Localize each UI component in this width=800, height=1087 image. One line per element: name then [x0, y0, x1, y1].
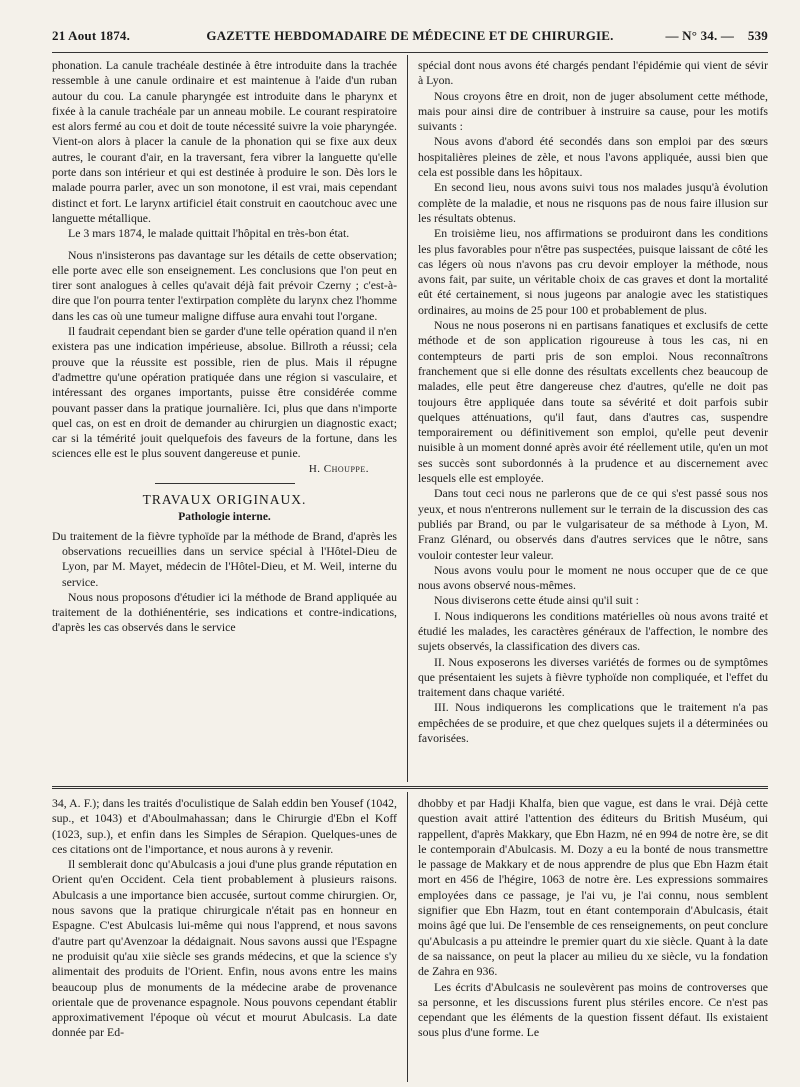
list-item: II. Nous exposerons les diverses variétés de formes ou de symptômes que présentaient les sujets à fièvre typhoïde non compliquée, et l'effet du traitement dans chaque variété. — [418, 654, 768, 700]
list-item: III. Nous indiquerons les complications que le traitement n'a pas empêchées de se produire, et que chez quelques sujets il a déterminées ou favorisées. — [418, 700, 768, 746]
paragraph: En troisième lieu, nos affirmations se produiront dans les conditions les plus favorables pour n'être pas suspectées, puisque laissant de côté les cas légers où nous n'avons pas cru devoir employer la méthode, nous avons fait, par suite, un véritable choix de cas graves et dont la mortalité eût été certainement, si nous jugeons par analogie avec les statistiques ordinaires, au moins de 25 pour 100 et probablement de plus. — [418, 226, 768, 317]
paragraph: Nous n'insisterons pas davantage sur les détails de cette observation; elle porte avec elle son enseignement. Les conclusions que l'on peut en tirer sont analogues à celles qu'avait déjà fait prévoir Czerny ; c'est-à-dire que l'on pourra tenter l'extirpation complète du larynx chez l'homme dans les cas où une tumeur maligne diffuse aura envahi tout l'organe. — [52, 247, 397, 323]
section-title: TRAVAUX ORIGINAUX. — [142, 492, 307, 508]
paragraph: spécial dont nous avons été chargés pendant l'épidémie qui vient de sévir à Lyon. — [418, 58, 768, 88]
header-number: — N° 34. — 539 — [665, 28, 768, 43]
section-rule — [155, 483, 295, 484]
top-right-column — [418, 58, 768, 746]
bottom-right-column — [418, 796, 768, 1041]
paragraph: Nous ne nous poserons ni en partisans fanatiques et exclusifs de cette méthode et de son application rigoureuse à tous les cas, ni en contempteurs de parti pris de son emploi. Nous reconnaîtrons franchement que si elle donne des résultats excellents chez beaucoup de malades, elle peut être dangereuse chez d'autres, qu'elle ne doit pas toujours être appliquée dans toute sa sévérité et doit parfois subir quelques atténuations, qu'il faut, dans d'autres cas, suspendre temporairement ou définitivement son emploi, qu'elle peut devenir nuisible à un moment donné après avoir été réellement utile, qu'en un mot ses succès sont subordonnés à la prudence et au discernement avec lesquels elle est employée. — [418, 318, 768, 486]
header-date: 21 Aout 1874. — [52, 28, 131, 43]
paragraph: phonation. La canule trachéale destinée à être introduite dans la trachée ressemble à une canule ordinaire et est maintenue à l'aide d'un ruban autour du cou. La canule pharyngée est introduite dans le pharynx et fixée à la canule trachéale par un anneau mobile. Le courant respiratoire est alors fermé au cou et doit de toute nécessité suivre la voie pharyngée. Vient-on alors à placer la canule de la phonation qui se fixe aux deux autres, le courant d'air, en la traversant, fera vibrer la languette qu'elle porte dans son intérieur et qui est destinée à produire le son. Dès lors le malade pourra parler, avec un son monotone, il est vrai, mais cependant distinct et fort. Le larynx artificiel était construit en caoutchouc avec une languette métallique. — [52, 58, 397, 225]
paragraph: Dans tout ceci nous ne parlerons que de ce qui s'est passé sous nos yeux, et nous n'entrerons nullement sur le terrain de la discussion des cas publiés par Brand, ou par le vulgarisateur de sa méthode à Lyon, M. Franz Glénard, ou observés dans d'autres services que le nôtre, sans vouloir contester leur valeur. — [418, 486, 768, 562]
running-header — [52, 28, 768, 48]
top-left-column — [52, 58, 397, 636]
bottom-left-column — [52, 796, 397, 1041]
signature: H. Chouppe. — [308, 462, 369, 475]
paragraph: Les écrits d'Abulcasis ne soulevèrent pas moins de controverses que sa personne, et les discussions furent plus stériles encore. Ce n'est pas cependant que les éléments de la question fissent défaut. Ils existaient sous plus d'une forme. Le — [418, 979, 768, 1040]
page-number: 539 — [747, 28, 768, 43]
paragraph: Nous nous proposons d'étudier ici la méthode de Brand appliquée au traitement de la dothiénentérie, ses indications et contre-indications, d'après les cas observés dans le service — [52, 589, 397, 635]
feuilleton-rule — [52, 786, 768, 789]
article-title: Du traitement de la fièvre typhoïde par la méthode de Brand, d'après les observations recueillies dans un service spécial à l'Hôtel-Dieu de Lyon, par M. Mayet, médecin de l'Hôtel-Dieu, et M. Weil, interne du service. — [52, 528, 397, 589]
paragraph: Nous croyons être en droit, non de juger absolument cette méthode, mais pour ainsi dire de contribuer à instruire sa cause, pour les motifs suivants : — [418, 88, 768, 134]
paragraph: Nous diviserons cette étude ainsi qu'il suit : — [434, 593, 639, 608]
paragraph: Nous avons d'abord été secondés dans son emploi par des sœurs hospitalières pleines de zèle, et nous l'avons appliquée, aussi bien que cela est possible dans les hôpitaux. — [418, 134, 768, 180]
paragraph: 34, A. F.); dans les traités d'oculistique de Salah eddin ben Yousef (1042, sup., et 1043) et d'Aboulmahassan; dans le Chirurgie d'Ebn el Koff (1023, sup.), et enfin dans les Simples de Sérapion. Quelques-unes de ces citations ont de l'importance, et nous aurons à y revenir. — [52, 796, 397, 856]
header-rule — [52, 52, 768, 53]
column-divider-bottom — [407, 792, 408, 1082]
paragraph: Le 3 mars 1874, le malade quittait l'hôpital en très-bon état. — [68, 226, 350, 241]
column-divider-top — [407, 55, 408, 782]
paragraph: Il faudrait cependant bien se garder d'une telle opération quand il n'en existera pas une indication impérieuse, absolue. Billroth a réussi; cela prouve que la réussite est possible, rien de plus. Mais il répugne d'admettre qu'une opération pratiquée dans une région si vasculaire, et intéressant des organes importants, puisse être considérée comme pouvant passer dans la pratique journalière. Ici, plus que dans n'importe quel cas, on est en droit de demander au chirurgien un diagnostic exact; car si la témérité jouit quelquefois des faveurs de la fortune, dans les sciences elle est le plus souvent dangereuse et punie. — [52, 324, 397, 461]
list-item: I. Nous indiquerons les conditions matérielles où nous avons traité et étudié les malades, les caractères généraux de l'affection, le nombre des sujets observés, la classification des divers cas. — [418, 608, 768, 654]
header-title: GAZETTE HEBDOMADAIRE DE MÉDECINE ET DE CHIRURGIE. — [206, 28, 614, 43]
paragraph: Nous avons voulu pour le moment ne nous occuper que de ce que nous avons observé nous-mêmes. — [418, 562, 768, 593]
paragraph: En second lieu, nous avons suivi tous nos malades jusqu'à évolution complète de la maladie, et nous ne risquons pas de nous faire illusion sur les résultats obtenus. — [418, 180, 768, 225]
paragraph: dhobby et par Hadji Khalfa, bien que vague, est dans le vrai. Déjà cette question avait attiré l'attention des éditeurs du British Muséum, qui rappellent, d'après Makkary, que Ebn Hazm, né en 994 de notre ère, se dit le contemporain d'Abulcasis. M. Dozy a eu la bonté de nous transmettre le passage de Makkary et de nous apprendre de plus que Ebn Hazm était mort en 456 de l'hégire, 1063 de notre ère. Les expressions sommaires employées dans ce passage, je l'ai vu, je l'ai connu, nous semblent signifier que Ebn Hazm, tout en étant contemporain d'Abulcasis, était moins âgé que lui. De l'ensemble de ces renseignements, on peut conclure qu'Abulcasis a pu atteindre le premier quart du xie siècle. Quant à la date de sa naissance, on peut la placer au milieu du xe siècle, vu la fondation de Zahra en 936. — [418, 796, 768, 979]
paragraph: Il semblerait donc qu'Abulcasis a joui d'une plus grande réputation en Orient qu'en Occident. Cela tient probablement à plusieurs raisons. Abulcasis a une importance bien accusée, surtout comme chirurgien. Or, nous savons que la pratique chirurgicale n'était pas en honneur en Espagne. C'est Abulcasis lui-même qui nous l'apprend, et nous savons d'autre part qu'Avenzoar la dédaignait. Nous savons aussi que l'Espagne ne produisit qu'au xiie siècle ses grands médecins, et que la science s'y alimentait des produits de l'Orient. Enfin, nous avons entre les mains beaucoup plus de monuments de la médecine arabe de provenance orientale que de provenance espagnole. Nous pouvons cependant établir approximativement l'époque où vécut et mourut Abulcasis. La date donnée par Ed- — [52, 857, 397, 1040]
section-subtitle: Pathologie interne. — [178, 511, 271, 524]
